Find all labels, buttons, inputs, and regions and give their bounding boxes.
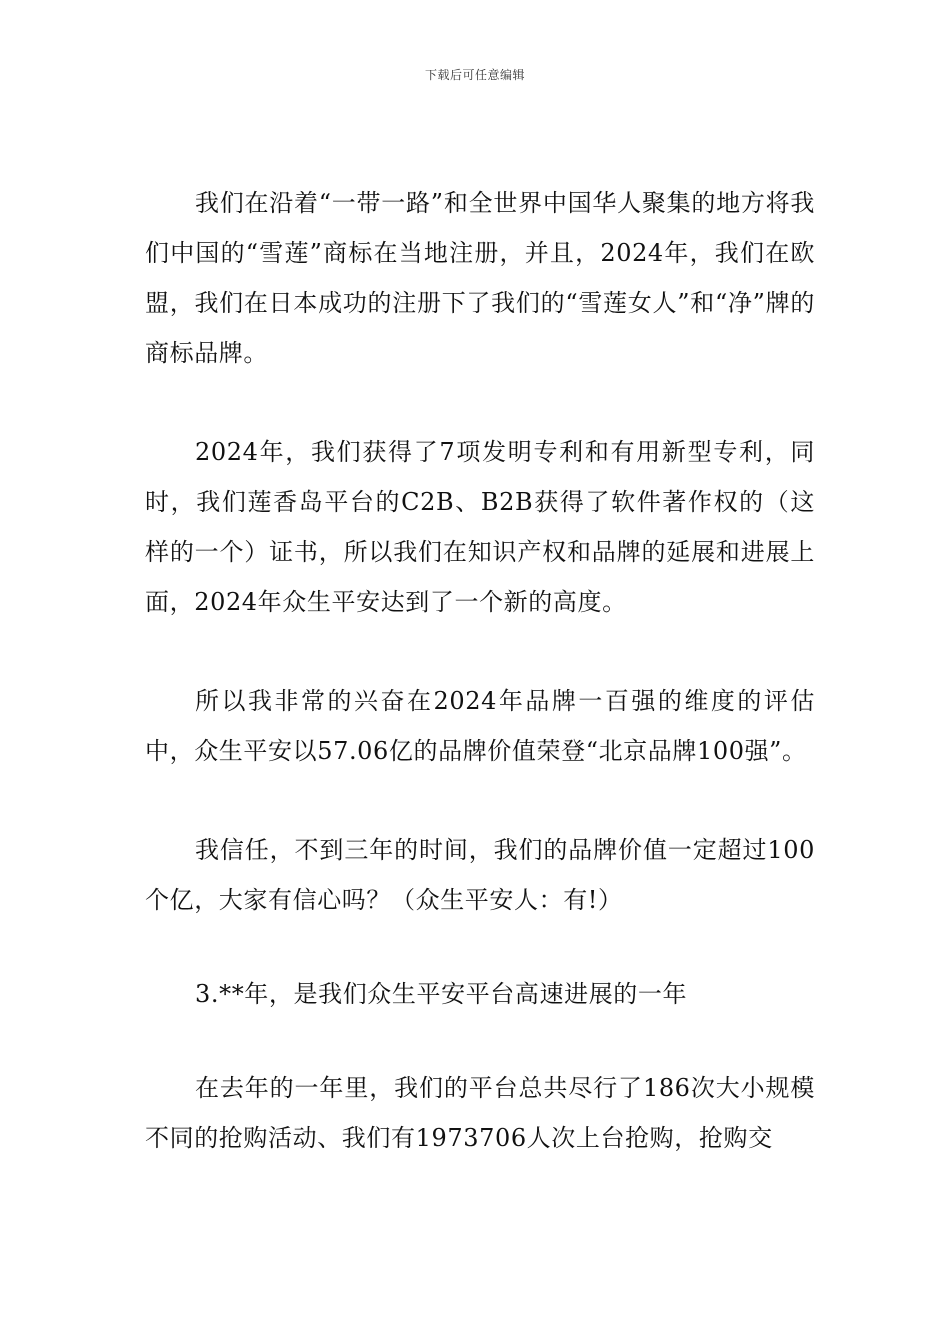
paragraph-brand-ranking: 所以我非常的兴奋在2024年品牌一百强的维度的评估中，众生平安以57.06亿的品牌价值荣登“北京品牌100强”。 (145, 687, 815, 765)
paragraph-trademark: 我们在沿着“一带一路”和全世界中国华人聚集的地方将我们中国的“雪莲”商标在当地注册，并且，2024年，我们在欧盟，我们在日本成功的注册下了我们的“雪莲女人”和“净”牌的商标品牌。 (145, 189, 815, 367)
paragraph-platform-activity: 在去年的一年里，我们的平台总共尽行了186次大小规模不同的抢购活动、我们有1973706人次上台抢购，抢购交 (145, 1074, 815, 1152)
paragraph-patents: 2024年，我们获得了7项发明专利和有用新型专利，同时，我们莲香岛平台的C2B、B2B获得了软件著作权的（这样的一个）证书，所以我们在知识产权和品牌的延展和进展上面，2024年众生平安达到了一个新的高度。 (145, 438, 815, 616)
section-heading: 3.**年，是我们众生平安平台高速进展的一年 (195, 980, 688, 1008)
paragraph-brand-value: 我信任，不到三年的时间，我们的品牌价值一定超过100个亿，大家有信心吗？（众生平安人：有!） (145, 836, 815, 914)
page-header: 下载后可任意编辑 (424, 68, 525, 82)
document-body (145, 178, 815, 1163)
